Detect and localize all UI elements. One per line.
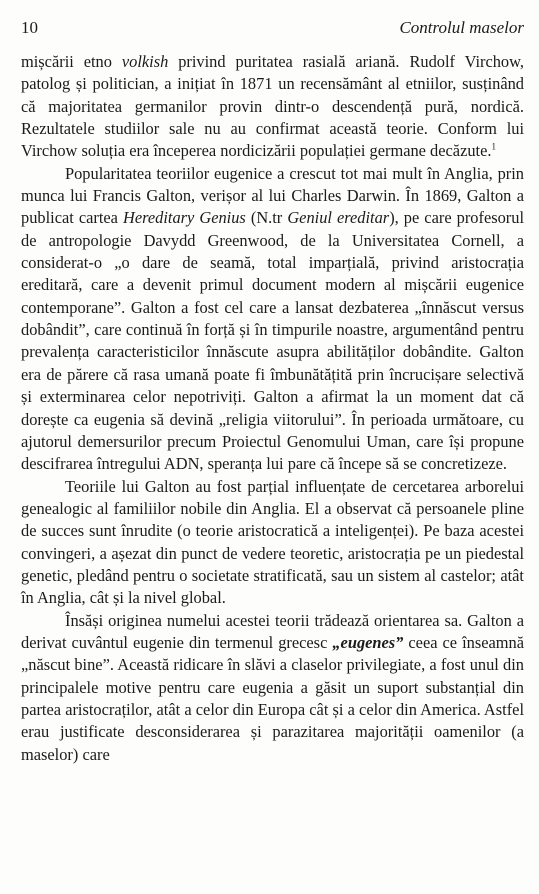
text-run: (N.tr [245,208,288,228]
text-run: mișcării etno [21,52,122,71]
text-run: ceea ce înseamnă „născut bine”. Această ridicare în slăvi a claselor privilegiate, a fost unul din principalele motive pentru care eugenia a găsit un suport substanțial din partea aristocraților, atât a celor din Europa cât și a celor din America. Astfel erau justificate desconsiderarea și parazitarea majorității oamenilor (a maselor) care [21,632,524,764]
running-title: Controlul maselor [399,18,524,37]
page-body [21,51,524,766]
text-run: Geniul ereditar [287,208,390,228]
footnote-marker: 1 [491,141,496,152]
text-run: Hereditary Genius [123,208,246,228]
text-run: Însăși originea numelui acestei teorii trădează orientarea sa. Galton a derivat cuvântul eugenie din termenul grecesc [21,610,524,652]
paragraph [21,163,524,476]
paragraph [21,51,524,163]
page-header [21,18,524,40]
text-run: volkish [121,52,169,71]
text-run: Teoriile lui Galton au fost parțial influențate de cercetarea arborelui genealogic al familiilor nobile din Anglia. El a observat că persoanele pline de succes sunt înrudite (o teorie aristocratică a inteligenței). Pe baza acestei convingeri, a așezat din punct de vedere teoretic, aristocrația pe un piedestal genetic, pledând pentru o societate stratificată, sau un sistem al castelor; atât în Anglia, cât și la nivel global. [21,476,524,608]
text-run: Popularitatea teoriilor eugenice a crescut tot mai mult în Anglia, prin munca lui Francis Galton, verișor al lui Charles Darwin. În 1869, Galton a publicat cartea [21,163,524,228]
paragraph [21,610,524,766]
text-run: „eugenes” [332,632,404,652]
text-run: ), pe care profesorul de antropologie Davydd Greenwood, de la Universitatea Cornell, a considerat-o „o dare de seamă, total imparțială, privind aristocrația ereditară, care a devenit primul document modern al mișcării eugenice contemporane”. Galton a fost cel care a lansat dezbaterea „înnăscut versus dobândit”, care continuă în forță și în timpurile noastre, argumentând pentru prevalența caracteristicilor înnăscute asupra abilităților dobândite. Galton era de părere că rasa umană poate fi îmbunătățită prin încrucișare selectivă și exterminarea celor nepotriviți. Galton a afirmat la un moment dat că dorește ca eugenia să devină „religia viitorului”. În perioada următoare, cu ajutorul demersurilor precum Proiectul Genomului Uman, care își propune descifrarea întregului ADN, speranța lui pare că începe să se concretizeze. [21,208,525,474]
page-number: 10 [21,18,38,37]
paragraph [21,476,524,610]
text-run: privind puritatea rasială ariană. Rudolf Virchow, patolog și politician, a inițiat în 1871 un recensământ al etniilor, susținând că majoritatea germanilor provin dintr-o descendență pură, nordică. Rezultatele studiilor sale nu au confirmat această teorie. Conform lui Virchow soluția era începerea nordicizării populației germane decăzute. [21,52,524,161]
